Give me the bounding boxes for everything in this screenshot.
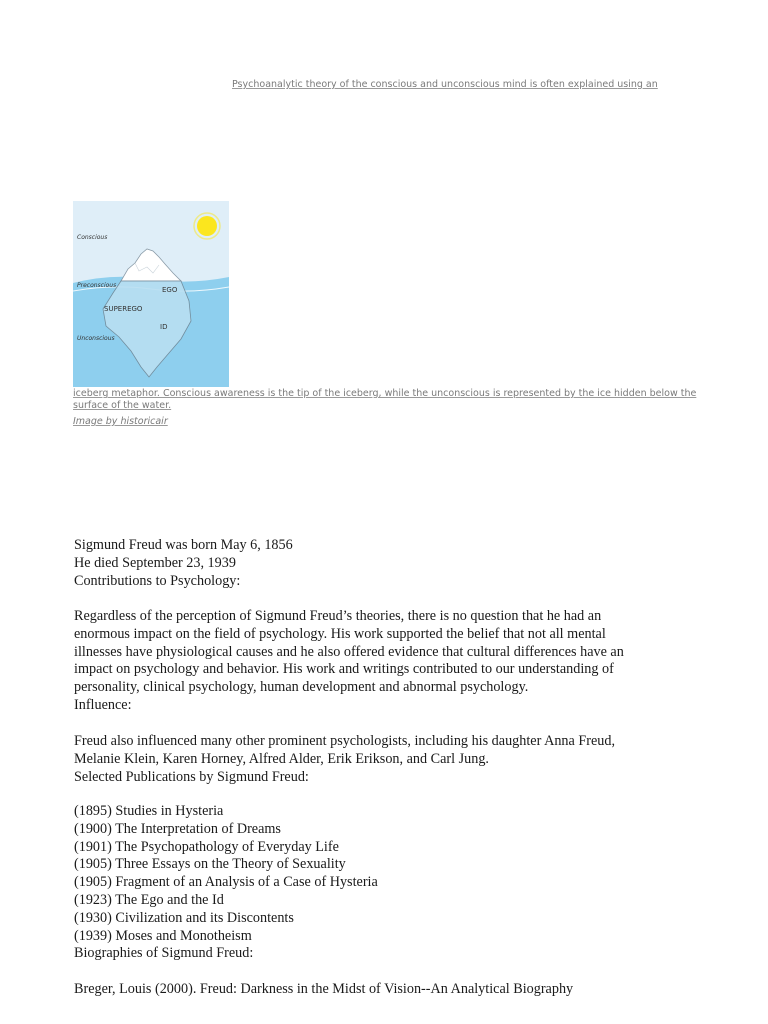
contributions-paragraph [74,608,694,715]
contributions-line: impact on psychology and behavior. His work and writings contributed to our understanding of [74,661,614,678]
influence-paragraph [74,733,694,786]
biographies-list [74,981,694,999]
publication-item: (1900) The Interpretation of Dreams [74,820,281,837]
biography-item: Breger, Louis (2000). Freud: Darkness in the Midst of Vision--An Analytical Biography [74,981,574,997]
sun-icon [194,213,220,239]
publication-item: (1901) The Psychopathology of Everyday Life [74,838,339,855]
label-preconscious: Preconscious [77,282,117,289]
caption-link-bottom[interactable]: iceberg metaphor. Conscious awareness is the tip of the iceberg, while the unconscious is represented by the ice hidden below the surface of the water. [73,388,697,411]
image-credit-link[interactable]: Image by historicair [73,416,168,427]
contributions-heading: Contributions to Psychology: [74,572,241,589]
publication-item: (1923) The Ego and the Id [74,891,224,908]
publications-heading: Selected Publications by Sigmund Freud: [74,768,309,785]
contributions-line: illnesses have physiological causes and he also offered evidence that cultural differences have an [74,643,624,660]
publication-item: (1939) Moses and Monotheism [74,927,252,944]
publication-item: (1905) Fragment of an Analysis of a Case of Hysteria [74,874,378,891]
caption-link-top[interactable]: Psychoanalytic theory of the conscious and unconscious mind is often explained using an [232,79,658,90]
label-conscious: Conscious [77,234,108,241]
publication-item: (1895) Studies in Hysteria [74,803,224,819]
influence-heading: Influence: [74,696,132,713]
death-line: He died September 23, 1939 [74,554,236,571]
label-superego: SUPEREGO [104,305,143,313]
contributions-line: personality, clinical psychology, human development and abnormal psychology. [74,679,529,696]
publication-item: (1930) Civilization and its Discontents [74,909,294,926]
birth-line: Sigmund Freud was born May 6, 1856 [74,537,293,553]
contributions-line: enormous impact on the field of psychology. His work supported the belief that not all mental [74,625,606,642]
contributions-line: Regardless of the perception of Sigmund Freud’s theories, there is no question that he had an [74,608,602,624]
label-id: ID [160,323,168,331]
bio-facts [74,537,694,590]
influence-line: Freud also influenced many other prominent psychologists, including his daughter Anna Freud, [74,733,616,749]
label-ego: EGO [162,286,178,294]
biographies-heading: Biographies of Sigmund Freud: [74,945,254,962]
publication-item: (1905) Three Essays on the Theory of Sexuality [74,856,346,873]
iceberg-diagram [73,201,229,387]
publications-list [74,803,694,963]
iceberg-figure [73,201,229,387]
influence-line: Melanie Klein, Karen Horney, Alfred Alder, Erik Erikson, and Carl Jung. [74,750,489,767]
label-unconscious: Unconscious [77,335,115,342]
